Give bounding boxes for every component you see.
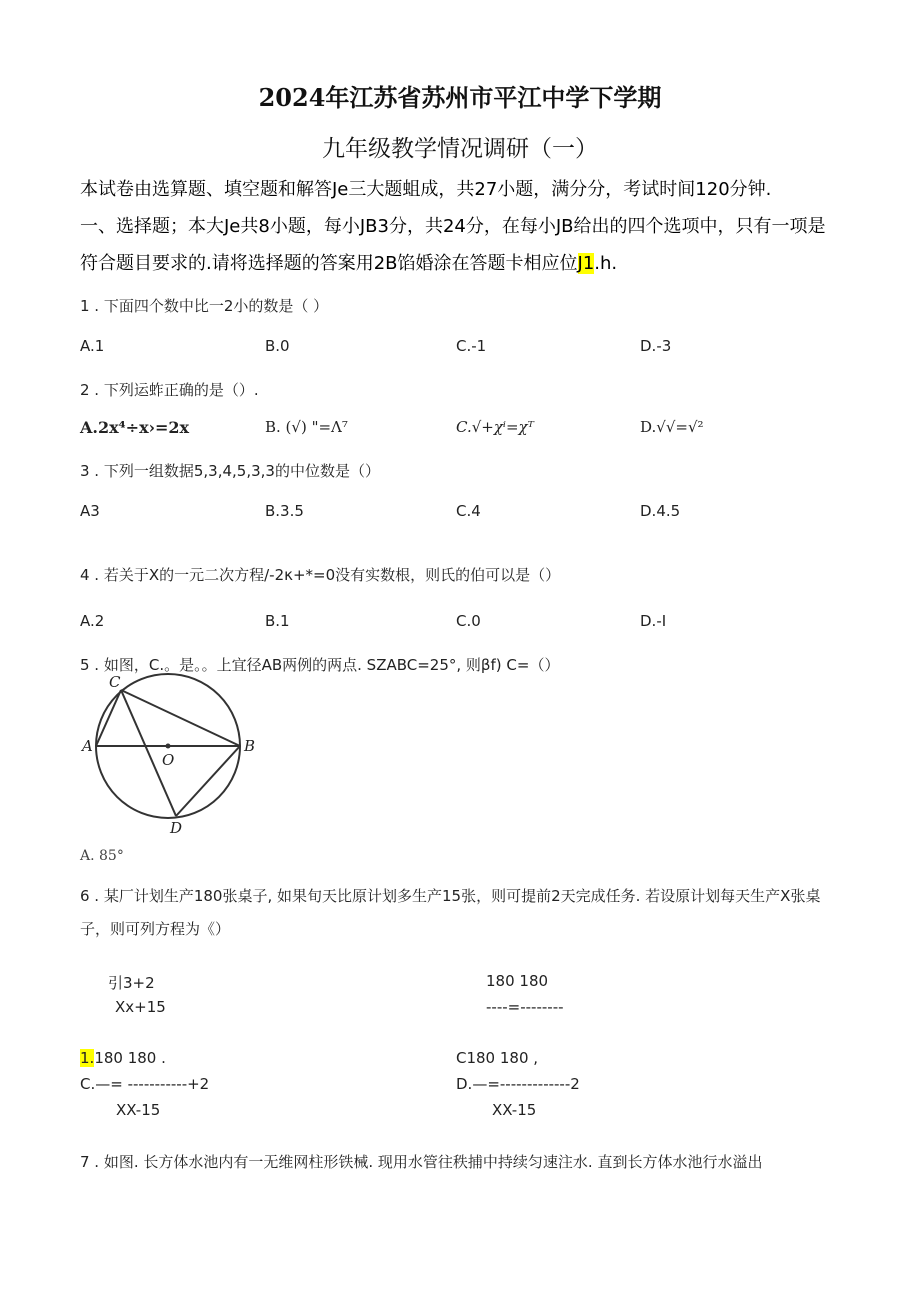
intro-line-3	[80, 249, 617, 275]
highlight-mark: J1	[577, 253, 595, 274]
question-4-option-b: B.1	[265, 612, 290, 630]
label-a: A	[82, 737, 93, 755]
intro-line-3-tail: .h.	[594, 253, 618, 274]
question-6-option-b-bottom: ----=--------	[486, 998, 564, 1016]
question-6-option-c-middle: C.—= -----------+2	[80, 1075, 210, 1093]
question-3-option-b: B.3.5	[265, 502, 304, 520]
question-4-option-d: D.-I	[640, 612, 667, 630]
question-1-option-a: A.1	[80, 337, 105, 355]
segment-ac	[96, 690, 121, 746]
circle-figure	[78, 670, 258, 842]
question-1-option-c: C.-1	[456, 337, 487, 355]
question-5-stem: 5 . 如图，C.。是。。上宜径AB两例的两点. SZABC=25°, 则βf) C=（）	[80, 656, 560, 674]
question-6-stem-line-1: 6 . 某厂计划生产180张桌子, 如果旬天比原计划多生产15张，则可提前2天完成任务. 若设原计划每天生产X张桌	[80, 887, 821, 905]
question-3-stem: 3 . 下列一组数据5,3,4,5,3,3的中位数是（）	[80, 462, 380, 480]
question-6-option-d-bottom: XX-15	[492, 1101, 537, 1119]
question-2-option-a: A.2x⁴÷x›=2x	[80, 418, 190, 437]
question-4-option-a: A.2	[80, 612, 105, 630]
question-6-option-c-bottom: XX-15	[116, 1101, 161, 1119]
highlight-mark: 1.	[80, 1049, 95, 1067]
question-6-option-c-top-text: 180 180 .	[94, 1049, 166, 1067]
question-3-option-d: D.4.5	[640, 502, 681, 520]
question-1-option-b: B.0	[265, 337, 290, 355]
question-6-option-a-bottom: Xx+15	[115, 998, 166, 1016]
question-1-option-d: D.-3	[640, 337, 672, 355]
center-point	[166, 744, 171, 749]
label-o: O	[162, 751, 175, 769]
question-6-stem-line-2: 子，则可列方程为《）	[80, 920, 231, 938]
question-2-option-b: B. (√) "=Λ⁷	[265, 418, 348, 436]
intro-line-3-text: 符合题目要求的.请将选择题的答案用2B馅婚涂在答题卡相应位	[80, 253, 578, 274]
question-6-option-a-top: 引3+2	[108, 974, 155, 992]
question-3-option-a: A3	[80, 502, 100, 520]
question-2-option-d: D.√√=√²	[640, 418, 704, 436]
question-6-option-c-top	[80, 1049, 166, 1067]
label-b: B	[244, 737, 256, 755]
question-6-option-b-top: 180 180	[486, 972, 549, 990]
question-4-option-c: C.0	[456, 612, 481, 630]
question-7-stem: 7 . 如图. 长方体水池内有一无维网柱形铁械. 现用水管往秩捕中持续匀速注水. 直到长方体水池行水溢出	[80, 1153, 763, 1171]
page-title: 2024年江苏省苏州市平江中学下学期	[258, 83, 662, 112]
question-2-option-c: C.√+χⁱ=χᵀ	[456, 418, 534, 436]
question-4-stem: 4 . 若关于X的一元二次方程/-2κ+*=0没有实数根，则氏的伯可以是（）	[80, 566, 561, 584]
label-d: D	[170, 819, 183, 837]
question-6-option-d-middle: D.—=-------------2	[456, 1075, 580, 1093]
question-5-partial-option: A. 85°	[80, 848, 124, 864]
intro-line-2: 一、选择题；本大Je共8小题，每小JB3分，共24分，在每小JB给出的四个选项中，只有一项是	[80, 216, 826, 237]
label-c: C	[109, 673, 121, 691]
question-2-stem: 2 . 下列运蚱正确的是（）.	[80, 381, 259, 399]
page-subtitle: 九年级教学情况调研（一）	[322, 136, 598, 162]
intro-line-1: 本试卷由选算题、填空题和解答Je三大题蛆成，共27小题，满分分，考试时间120分钟.	[80, 179, 772, 200]
question-6-option-d-top: C180 180 ,	[456, 1049, 539, 1067]
question-3-option-c: C.4	[456, 502, 481, 520]
question-1-stem: 1 . 下面四个数中比一2小的数是（ ）	[80, 297, 329, 315]
